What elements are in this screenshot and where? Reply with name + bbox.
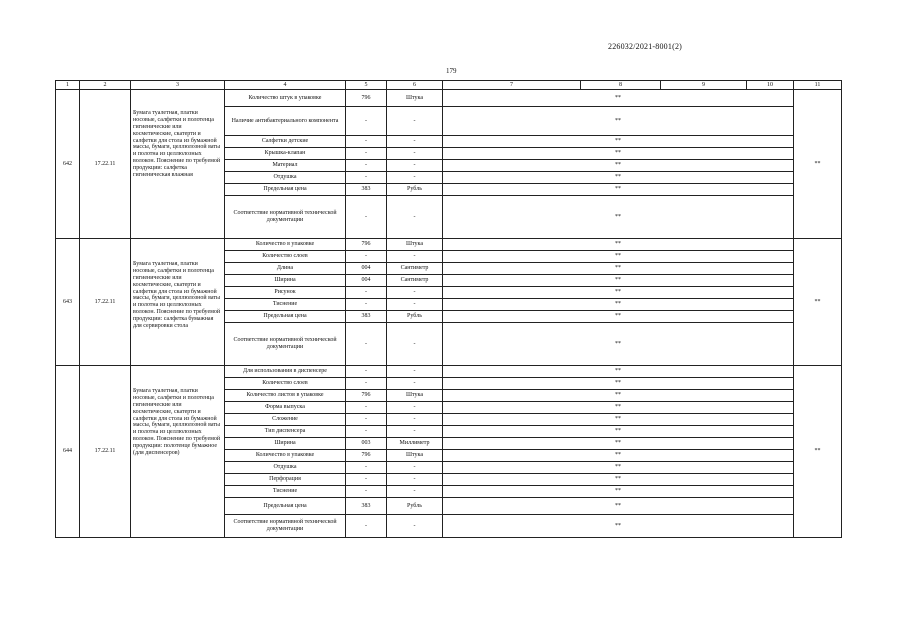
item-name: Бумага туалетная, платки носовые, салфетки и полотенца гигиенические или косметические, скатерти и салфетки для стола из бумажной массы, бумаги, целлюлозной ваты и полотна из целлюлозных волокон. Пояснение по требуемой продукции: полотенце бумажное (для диспенсеров) [131, 366, 225, 538]
attribute-value: ** [443, 323, 794, 366]
unit-name: Рубль [387, 184, 443, 196]
column-header: 8 [581, 81, 661, 90]
column-header: 5 [346, 81, 387, 90]
column-header: 2 [80, 81, 131, 90]
unit-name: - [387, 160, 443, 172]
attribute-value: ** [443, 402, 794, 414]
document-number: 226032/2021-8001(2) [608, 42, 683, 51]
unit-code: - [346, 148, 387, 160]
attribute-value: ** [443, 239, 794, 251]
attribute-name: Количество в упаковке [225, 450, 346, 462]
attribute-name: Салфетки детские [225, 136, 346, 148]
attribute-value: ** [443, 299, 794, 311]
attribute-value: ** [443, 438, 794, 450]
attribute-name: Соответствие нормативной технической документации [225, 196, 346, 239]
attribute-name: Рисунок [225, 287, 346, 299]
attribute-name: Соответствие нормативной технической документации [225, 515, 346, 538]
column-header: 6 [387, 81, 443, 90]
attribute-name: Крышка-клапан [225, 148, 346, 160]
attribute-value: ** [443, 251, 794, 263]
table-row [56, 366, 842, 378]
attribute-value: ** [443, 160, 794, 172]
unit-name: - [387, 299, 443, 311]
attribute-name: Ширина [225, 275, 346, 287]
column-header: 11 [794, 81, 842, 90]
unit-code: - [346, 172, 387, 184]
unit-code: - [346, 299, 387, 311]
justification-note: ** [794, 90, 842, 239]
unit-name: Рубль [387, 498, 443, 515]
unit-code: - [346, 366, 387, 378]
unit-code: 796 [346, 239, 387, 251]
attribute-value: ** [443, 107, 794, 136]
unit-name: - [387, 474, 443, 486]
attribute-value: ** [443, 263, 794, 275]
unit-name: - [387, 196, 443, 239]
attribute-value: ** [443, 450, 794, 462]
unit-name: Штука [387, 450, 443, 462]
item-number: 644 [56, 366, 80, 538]
item-name: Бумага туалетная, платки носовые, салфетки и полотенца гигиенические или косметические, скатерти и салфетки для стола из бумажной массы, бумаги, целлюлозной ваты и полотна из целлюлозных волокон. Пояснение по требуемой продукции: салфетка бумажная для сервировки стола [131, 239, 225, 366]
unit-name: Сантиметр [387, 263, 443, 275]
attribute-name: Количество штук в упаковке [225, 90, 346, 107]
unit-name: - [387, 107, 443, 136]
attribute-name: Форма выпуска [225, 402, 346, 414]
attribute-name: Перфорация [225, 474, 346, 486]
attribute-name: Предельная цена [225, 184, 346, 196]
unit-code: 796 [346, 90, 387, 107]
okpd-code: 17.22.11 [80, 366, 131, 538]
unit-name: - [387, 426, 443, 438]
unit-code: - [346, 251, 387, 263]
unit-name: - [387, 366, 443, 378]
attribute-value: ** [443, 474, 794, 486]
unit-code: - [346, 196, 387, 239]
column-header: 4 [225, 81, 346, 90]
attribute-name: Количество листов в упаковке [225, 390, 346, 402]
unit-name: - [387, 136, 443, 148]
unit-code: - [346, 474, 387, 486]
unit-code: - [346, 136, 387, 148]
unit-code: 383 [346, 498, 387, 515]
unit-code: - [346, 462, 387, 474]
table-row [56, 239, 842, 251]
attribute-name: Соответствие нормативной технической документации [225, 323, 346, 366]
unit-code: 383 [346, 311, 387, 323]
column-header: 3 [131, 81, 225, 90]
unit-code: - [346, 107, 387, 136]
column-header: 7 [443, 81, 581, 90]
unit-name: Миллиметр [387, 438, 443, 450]
unit-name: - [387, 462, 443, 474]
attribute-name: Для использования в диспенсере [225, 366, 346, 378]
unit-name: Штука [387, 239, 443, 251]
unit-code: 796 [346, 390, 387, 402]
unit-name: - [387, 323, 443, 366]
page-number: 179 [446, 67, 457, 75]
okpd-code: 17.22.11 [80, 90, 131, 239]
attribute-name: Количество слоев [225, 251, 346, 263]
attribute-name: Количество в упаковке [225, 239, 346, 251]
attribute-value: ** [443, 515, 794, 538]
attribute-value: ** [443, 426, 794, 438]
justification-note: ** [794, 239, 842, 366]
attribute-name: Отдушка [225, 462, 346, 474]
unit-code: - [346, 414, 387, 426]
attribute-value: ** [443, 148, 794, 160]
unit-name: Штука [387, 390, 443, 402]
requirements-table [55, 80, 842, 538]
unit-name: - [387, 148, 443, 160]
okpd-code: 17.22.11 [80, 239, 131, 366]
unit-code: - [346, 160, 387, 172]
unit-name: Рубль [387, 311, 443, 323]
unit-name: - [387, 402, 443, 414]
attribute-name: Тиснение [225, 486, 346, 498]
unit-name: Штука [387, 90, 443, 107]
unit-code: - [346, 378, 387, 390]
unit-code: - [346, 287, 387, 299]
attribute-value: ** [443, 378, 794, 390]
unit-name: - [387, 287, 443, 299]
attribute-value: ** [443, 414, 794, 426]
attribute-name: Количество слоев [225, 378, 346, 390]
unit-name: Сантиметр [387, 275, 443, 287]
attribute-name: Отдушка [225, 172, 346, 184]
unit-code: 796 [346, 450, 387, 462]
attribute-value: ** [443, 287, 794, 299]
attribute-name: Тиснение [225, 299, 346, 311]
header-row [56, 81, 842, 90]
column-header: 10 [747, 81, 794, 90]
item-number: 642 [56, 90, 80, 239]
unit-name: - [387, 515, 443, 538]
unit-name: - [387, 414, 443, 426]
attribute-value: ** [443, 172, 794, 184]
attribute-value: ** [443, 184, 794, 196]
unit-code: 383 [346, 184, 387, 196]
attribute-name: Длина [225, 263, 346, 275]
attribute-value: ** [443, 498, 794, 515]
attribute-value: ** [443, 136, 794, 148]
attribute-value: ** [443, 311, 794, 323]
attribute-value: ** [443, 366, 794, 378]
justification-note: ** [794, 366, 842, 538]
table-row [56, 90, 842, 107]
unit-name: - [387, 486, 443, 498]
unit-name: - [387, 378, 443, 390]
attribute-name: Ширина [225, 438, 346, 450]
item-name: Бумага туалетная, платки носовые, салфетки и полотенца гигиенические или косметические, скатерти и салфетки для стола из бумажной массы, бумаги, целлюлозной ваты и полотна из целлюлозных волокон. Пояснение по требуемой продукции: салфетка гигиеническая влажная [131, 90, 225, 239]
attribute-value: ** [443, 486, 794, 498]
unit-code: - [346, 486, 387, 498]
unit-code: - [346, 515, 387, 538]
attribute-name: Тип диспенсера [225, 426, 346, 438]
column-header: 9 [661, 81, 747, 90]
unit-code: 003 [346, 438, 387, 450]
attribute-value: ** [443, 275, 794, 287]
attribute-name: Предельная цена [225, 498, 346, 515]
unit-code: 004 [346, 263, 387, 275]
unit-code: - [346, 426, 387, 438]
attribute-value: ** [443, 90, 794, 107]
attribute-value: ** [443, 462, 794, 474]
attribute-value: ** [443, 196, 794, 239]
attribute-name: Наличие антибактериального компонента [225, 107, 346, 136]
unit-code: - [346, 402, 387, 414]
unit-code: 004 [346, 275, 387, 287]
attribute-name: Предельная цена [225, 311, 346, 323]
column-header: 1 [56, 81, 80, 90]
unit-name: - [387, 172, 443, 184]
attribute-value: ** [443, 390, 794, 402]
attribute-name: Сложение [225, 414, 346, 426]
item-number: 643 [56, 239, 80, 366]
unit-code: - [346, 323, 387, 366]
attribute-name: Материал [225, 160, 346, 172]
unit-name: - [387, 251, 443, 263]
